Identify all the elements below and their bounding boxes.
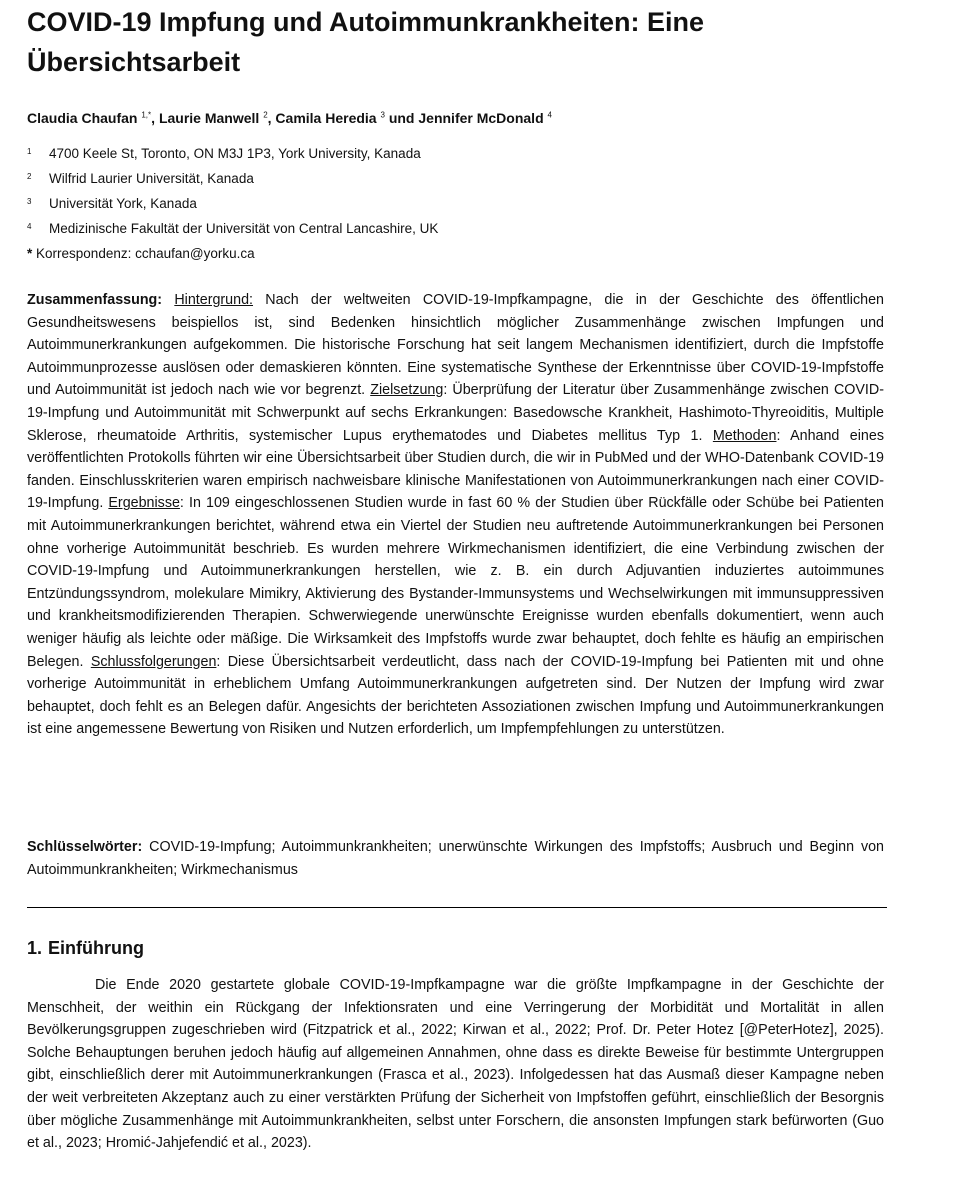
- conclusions-label: Schlussfolgerungen: [90, 653, 217, 670]
- correspondence-star: *: [27, 246, 33, 261]
- author-affiliation-mark: 4: [547, 110, 552, 120]
- author-affiliation-mark: 1,*: [141, 110, 152, 120]
- affiliation-number: 3: [27, 197, 32, 206]
- affiliation-item: [27, 146, 907, 171]
- author-name: Laurie Manwell: [158, 110, 260, 126]
- affiliation-item: [27, 171, 907, 196]
- author-separator: und: [384, 110, 419, 126]
- affiliation-text: Universität York, Kanada: [49, 196, 197, 211]
- affiliation-number: 4: [27, 222, 32, 231]
- methods-label: Methoden: [712, 427, 777, 444]
- results-label: Ergebnisse: [108, 495, 180, 512]
- paper-title: COVID-19 Impfung und Autoimmunkrankheiten: Eine Übersichtsarbeit: [27, 7, 705, 77]
- author-list: [27, 110, 907, 126]
- keywords: [27, 836, 884, 881]
- objective-label: Zielsetzung: [370, 382, 444, 399]
- affiliation-text: Wilfrid Laurier Universität, Kanada: [49, 171, 254, 186]
- author-separator: ,: [151, 110, 159, 126]
- methods-text: : Anhand eines veröffentlichten Protokolls führten wir eine Übersichtsarbeit über Studien durch, die wir in PubMed und der WHO-Datenbank COVID-19 fanden. Einschlusskriterien waren empirisch nachweisbare klinische Manifestationen von Autoimmunerkrankungen nach einer COVID-19-Impfung.: [27, 427, 884, 512]
- author-name: Jennifer McDonald: [418, 110, 544, 126]
- keywords-label: Schlüsselwörter:: [27, 839, 143, 855]
- background-text: Nach der weltweiten COVID-19-Impfkampagne, die in der Geschichte des öffentlichen Gesundheitswesens beispiellos ist, sind Bedenken hinsichtlich möglicher Zusammenhänge zwischen Impfungen und Autoimmunerkrankungen aufgekommen. Die historische Forschung hat seit langem Mechanismen identifiziert, durch die Impfstoffe Autoimmunprozesse auslösen oder demaskieren könnten. Eine systematische Synthese der Erkenntnisse über COVID-19-Impfstoffe und Autoimmunität ist jedoch nach wie vor begrenzt.: [27, 292, 884, 399]
- affiliation-number: 1: [27, 147, 32, 156]
- author-separator: ,: [267, 110, 276, 126]
- affiliation-list: [27, 146, 907, 268]
- section-divider: [27, 907, 887, 908]
- author-affiliation-mark: 3: [380, 110, 385, 120]
- abstract: [27, 289, 884, 741]
- section-number: 1.: [27, 938, 43, 958]
- author-affiliation-mark: 2: [263, 110, 268, 120]
- author-name: Camila Heredia: [275, 110, 377, 126]
- correspondence-text: Korrespondenz: cchaufan@yorku.ca: [36, 246, 255, 261]
- keywords-text: COVID-19-Impfung; Autoimmunkrankheiten; unerwünschte Wirkungen des Impfstoffs; Ausbruch und Beginn von Autoimmunkrankheiten; Wirkmechanismus: [27, 839, 884, 878]
- section-heading: [27, 938, 144, 959]
- objective-text: : Überprüfung der Literatur über Zusammenhänge zwischen COVID-19-Impfung und Autoimmunität mit Schwerpunkt auf sechs Erkrankungen: Basedowsche Krankheit, Hashimoto-Thyreoiditis, Multiple Sklerose, rheumatoide Arthritis, systemischer Lupus erythematodes und Diabetes mellitus Typ 1.: [27, 382, 884, 444]
- section-title: Einführung: [48, 938, 144, 958]
- affiliation-number: 2: [27, 172, 32, 181]
- conclusions-text: : Diese Übersichtsarbeit verdeutlicht, dass nach der COVID-19-Impfung bei Patienten mit und ohne vorherige Autoimmunität in erheblichem Umfang Autoimmunerkrankungen aufgetreten sind. Der Nutzen der Impfung wird zwar behauptet, doch fehlt es an Belegen dafür. Angesichts der berichteten Assoziationen zwischen Impfung und Autoimmunerkrankungen ist eine angemessene Bewertung von Risiken und Nutzen erforderlich, um Impfempfehlungen zu unterstützen.: [27, 653, 884, 738]
- results-text: : In 109 eingeschlossenen Studien wurde in fast 60 % der Studien über Rückfälle oder Schübe bei Patienten mit Autoimmunerkrankungen berichtet, während etwa ein Viertel der Studien neu auftretende Autoimmunerkrankungen bei Personen ohne vorherige Autoimmunität beschrieb. Es wurden mehrere Wirkmechanismen identifiziert, die eine Verbindung zwischen der COVID-19-Impfung und Autoimmunerkrankungen herstellen, wie z. B. ein durch Adjuvantien induziertes autoimmunes Entzündungssyndrom, molekulare Mimikry, Aktivierung des Bystander-Immunsystems und Wechselwirkungen mit immunsuppressiven und krankheitsmodifizierenden Therapien. Schwerwiegende unerwünschte Ereignisse wurden ebenfalls dokumentiert, wenn auch weniger häufig als leichte oder mäßige. Die Wirksamkeit des Impfstoffs wurde zwar behauptet, doch fehlte es häufig an empirischen Belegen.: [27, 495, 884, 670]
- affiliation-text: Medizinische Fakultät der Universität von Central Lancashire, UK: [49, 221, 439, 236]
- affiliation-text: 4700 Keele St, Toronto, ON M3J 1P3, York University, Kanada: [49, 146, 421, 161]
- affiliation-item: [27, 196, 907, 221]
- background-label: Hintergrund:: [174, 292, 254, 308]
- abstract-label: Zusammenfassung:: [27, 292, 163, 308]
- author-name: Claudia Chaufan: [27, 110, 138, 126]
- affiliation-item: [27, 221, 907, 246]
- intro-paragraph: Die Ende 2020 gestartete globale COVID-19-Impfkampagne war die größte Impfkampagne in der Geschichte der Menschheit, der weithin ein Rückgang der Infektionsraten und eine Verringerung der Morbidität und Mortalität in allen Bevölkerungsgruppen zugeschrieben wird (Fitzpatrick et al., 2022; Kirwan et al., 2022; Prof. Dr. Peter Hotez [@PeterHotez], 2025). Solche Behauptungen beruhen jedoch häufig auf allgemeinen Annahmen, ohne dass es direkte Beweise für bestimmte Untergruppen gibt, einschließlich derer mit Autoimmunerkrankungen (Frasca et al., 2023). Infolgedessen hat das Ausmaß dieser Kampagne neben der weit verbreiteten Akzeptanz auch zu einer verstärkten Prüfung der Sicherheit von Impfstoffen geführt, einschließlich der Besorgnis über mögliche Zusammenhänge mit Autoimmunkrankheiten, selbst unter Forschern, die ansonsten Impfungen stark befürworten (Guo et al., 2023; Hromić-Jahjefendić et al., 2023).: [27, 977, 884, 1152]
- correspondence-line: [27, 246, 907, 268]
